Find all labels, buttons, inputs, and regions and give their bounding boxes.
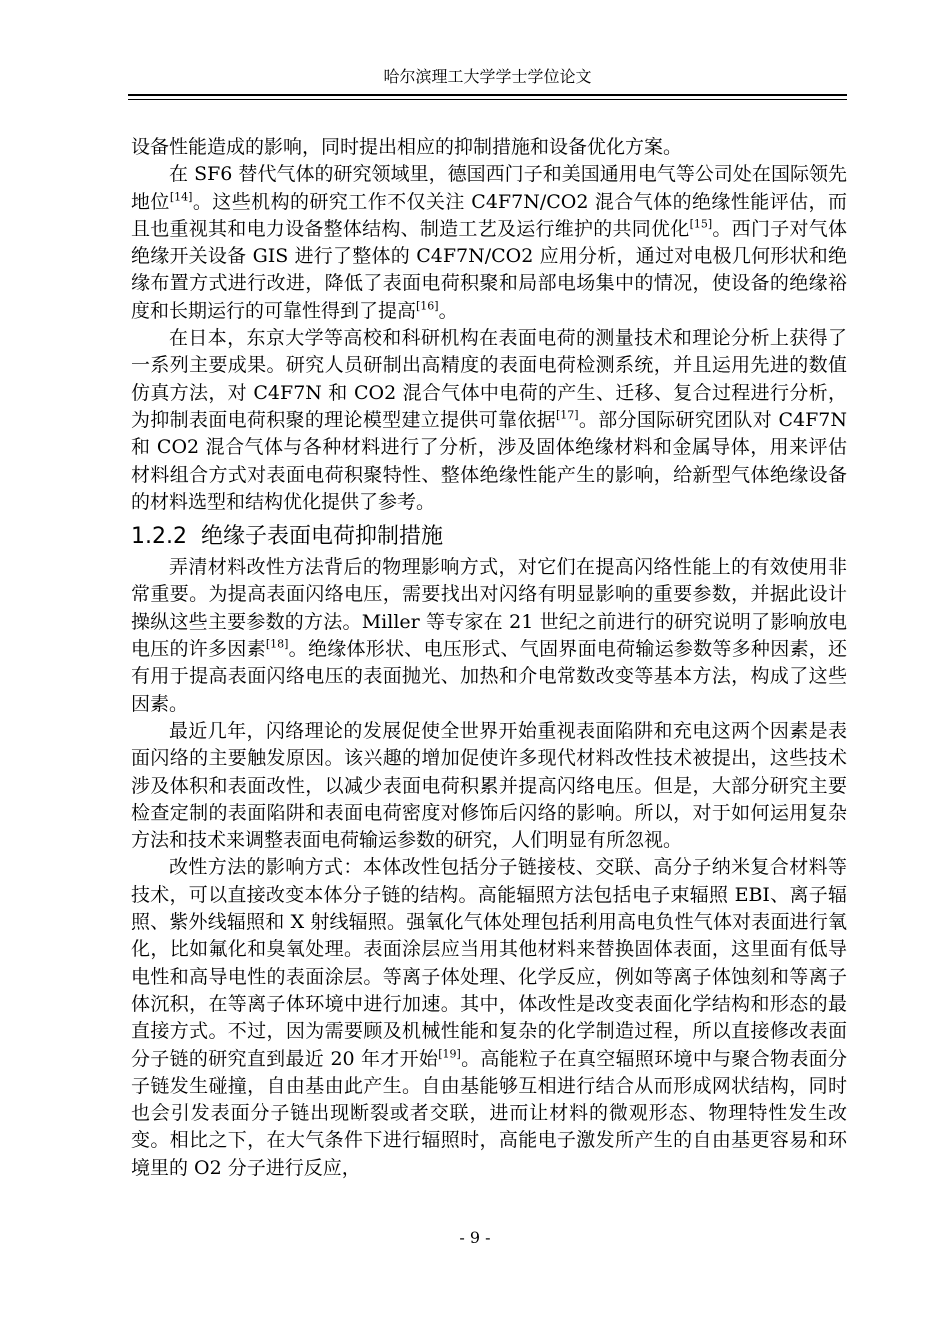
paragraph: 设备性能造成的影响，同时提出相应的抑制措施和设备优化方案。 — [131, 136, 683, 158]
paragraph: 最近几年，闪络理论的发展促使全世界开始重视表面陷阱和充电这两个因素是表面闪络的主要触发原因。该兴趣的增加促使许多现代材料改性技术被提出，这些技术涉及体积和表面改性，以减少表面电荷积累并提高闪络电压。但是，大部分研究主要检查定制的表面陷阱和表面电荷密度对修饰后闪络的影响。所以，对于如何运用复杂方法和技术来调整表面电荷输运参数的研究，人们明显有所忽视。 — [131, 719, 847, 852]
section-number: 1.2.2 — [131, 524, 187, 550]
paragraph: 在日本，东京大学等高校和科研机构在表面电荷的测量技术和理论分析上获得了一系列主要成果。研究人员研制出高精度的表面电荷检测系统，并且运用先进的数值仿真方法，对 C4F7N 和 CO2 混合气体中电荷的产生、迁移、复合过程进行分析，为抑制表面电荷积聚的理论模型建立提供可靠依据[17]。部分国际研究团队对 C4F7N 和 CO2 混合气体与各种材料进行了分析，涉及固体绝缘材料和金属导体，用来评估材料组合方式对表面电荷积聚特性、整体绝缘性能产生的影响，给新型气体绝缘设备的材料选型和结构优化提供了参考。 — [131, 327, 847, 513]
section-heading — [131, 522, 847, 552]
header-rule-thin — [128, 99, 847, 100]
citation: [19] — [438, 1047, 461, 1061]
running-header: 哈尔滨理工大学学士学位论文 — [383, 67, 592, 86]
citation: [18] — [265, 637, 289, 651]
paragraph: 改性方法的影响方式：本体改性包括分子链接枝、交联、高分子纳米复合材料等技术，可以直接改变本体分子链的结构。高能辐照方法包括电子束辐照 EBI、离子辐照、紫外线辐照和 X 射线辐照。强氧化气体处理包括利用高电负性气体对表面进行氧化，比如氟化和臭氧处理。表面涂层应当用其他材料来替换固体表面，这里面有低导电性和高导电性的表面涂层。等离子体处理、化学反应，例如等离子体蚀刻和等离子体沉积，在等离子体环境中进行加速。其中，体改性是改变表面化学结构和形态的最直接方式。不过，因为需要顾及机械性能和复杂的化学制造过程，所以直接修改表面分子链的研究直到最近 20 年才开始[19]。高能粒子在真空辐照环境中与聚合物表面分子链发生碰撞，自由基由此产生。自由基能够互相进行结合从而形成网状结构，同时也会引发表面分子链出现断裂或者交联，进而让材料的微观形态、物理特性发生改变。相比之下，在大气条件下进行辐照时，高能电子激发所产生的自由基更容易和环境里的 O2 分子进行反应， — [131, 856, 847, 1179]
section-title: 绝缘子表面电荷抑制措施 — [200, 524, 443, 550]
citation: [15] — [689, 217, 713, 231]
citation: [14] — [169, 190, 193, 204]
citation: [16] — [416, 299, 439, 313]
page-number: - 9 - — [459, 1228, 491, 1247]
paragraph: 在 SF6 替代气体的研究领域里，德国西门子和美国通用电气等公司处在国际领先地位[14]。这些机构的研究工作不仅关注 C4F7N/CO2 混合气体的绝缘性能评估，而且也重视其和电力设备整体结构、制造工艺及运行维护的共同优化[15]。西门子对气体绝缘开关设备 GIS 进行了整体的 C4F7N/CO2 应用分析，通过对电极几何形状和绝缘布置方式进行改进，降低了表面电荷积聚和局部电场集中的情况，使设备的绝缘裕度和长期运行的可靠性得到了提高[16]。 — [131, 163, 847, 322]
paragraph: 弄清材料改性方法背后的物理影响方式，对它们在提高闪络性能上的有效使用非常重要。为提高表面闪络电压，需要找出对闪络有明显影响的重要参数，并据此设计操纵这些主要参数的方法。Miller 等专家在 21 世纪之前进行的研究说明了影响放电电压的许多因素[18]。绝缘体形状、电压形式、气固界面电荷输运参数等多种因素，还有用于提高表面闪络电压的表面抛光、加热和介电常数改变等基本方法，构成了这些因素。 — [131, 556, 847, 715]
page-body — [131, 134, 847, 1182]
header-rule-thick — [128, 94, 847, 96]
citation: [17] — [556, 408, 579, 422]
